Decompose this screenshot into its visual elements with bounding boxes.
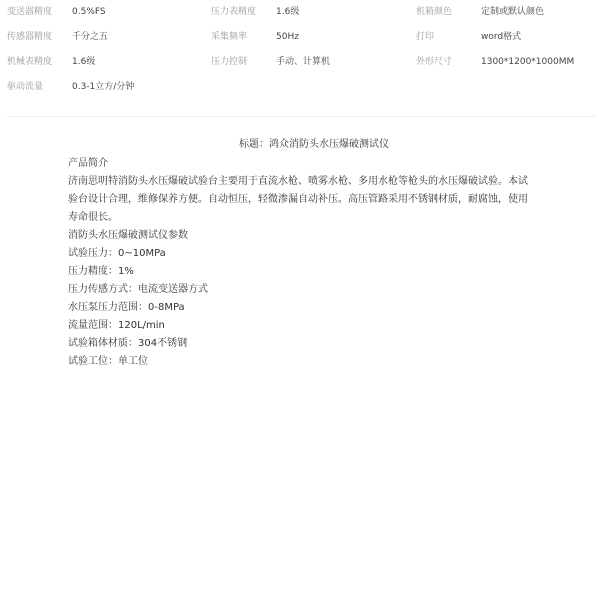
spec-row: [0, 75, 600, 100]
spec-label: 驱动流量: [7, 82, 44, 92]
param-line: 试验压力：0~10MPa: [68, 248, 166, 259]
article-title-text: 标题：鸿众消防头水压爆破测试仪: [239, 139, 389, 150]
spec-value: 0.3-1立方/分钟: [72, 82, 135, 92]
spec-value: word格式: [481, 32, 522, 42]
intro-paragraph: 济南思明特消防头水压爆破试验台主要用于直流水枪、喷雾水枪、多用水枪等枪头的水压爆破试验。本试验台设计合理，维修保养方便。自动恒压，轻微渗漏自动补压。高压管路采用不锈钢材质，耐腐蚀，使用寿命很长。: [68, 176, 528, 223]
spec-value: 1300*1200*1000MM: [481, 57, 575, 67]
spec-row: [0, 50, 600, 75]
param-line: 试验工位：单工位: [68, 356, 148, 367]
spec-value: 千分之五: [72, 32, 109, 42]
spec-label: 机箱颜色: [416, 7, 453, 17]
spec-label: 压力表精度: [211, 7, 257, 17]
spec-label: 变送器精度: [7, 7, 53, 17]
spec-value: 手动、计算机: [276, 57, 331, 67]
spec-row: [0, 0, 600, 25]
spec-row: [0, 25, 600, 50]
spec-value: 定制或默认颜色: [481, 7, 545, 17]
param-line: 试验箱体材质：304不锈钢: [68, 338, 188, 349]
spec-value: 1.6级: [72, 57, 96, 67]
article-body: [68, 155, 528, 371]
param-line: 流量范围：120L/min: [68, 320, 165, 331]
spec-table: [0, 0, 600, 100]
spec-label: 外形尺寸: [416, 57, 453, 67]
spec-label: 采集频率: [211, 32, 248, 42]
section-divider: [7, 116, 596, 117]
spec-label: 传感器精度: [7, 32, 53, 42]
param-line: 水压泵压力范围：0-8MPa: [68, 302, 185, 313]
param-line: 压力传感方式：电流变送器方式: [68, 284, 208, 295]
spec-label: 机械表精度: [7, 57, 53, 67]
article-title: [0, 136, 600, 154]
spec-label: 压力控制: [211, 57, 248, 67]
spec-label: 打印: [416, 32, 435, 42]
spec-value: 1.6级: [276, 7, 300, 17]
spec-value: 50Hz: [276, 32, 299, 42]
section-heading-intro: 产品简介: [68, 158, 108, 169]
section-heading-params: 消防头水压爆破测试仪参数: [68, 230, 188, 241]
spec-value: 0.5%FS: [72, 7, 106, 17]
param-line: 压力精度：1%: [68, 266, 134, 277]
